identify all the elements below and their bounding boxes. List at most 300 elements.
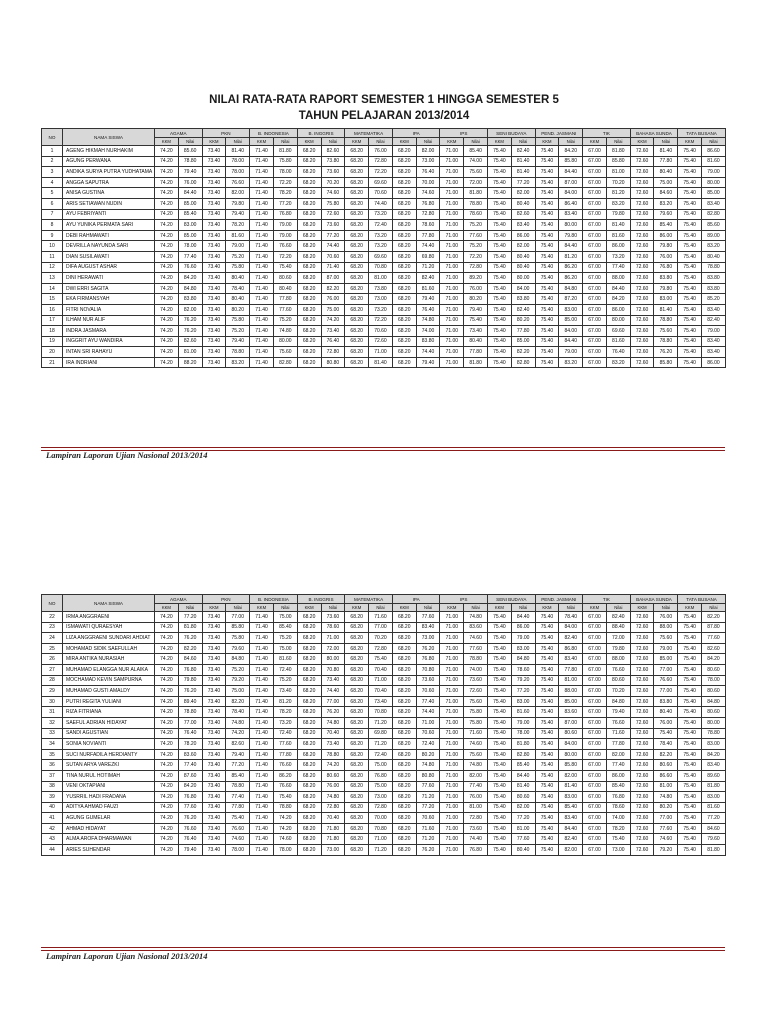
- nilai-value: 72.40: [273, 728, 297, 739]
- nilai-value: 78.00: [702, 675, 726, 686]
- kkm-value: 67.00: [583, 146, 607, 157]
- nilai-value: 73.20: [369, 209, 393, 220]
- header-subject: SENI BUDAYA: [488, 129, 536, 138]
- nilai-value: 80.00: [702, 717, 726, 728]
- nilai-value: 77.60: [416, 612, 440, 623]
- nilai-value: 72.80: [464, 262, 488, 273]
- student-name: SANDI AGUSTIAN: [63, 728, 155, 739]
- nilai-value: 72.80: [416, 209, 440, 220]
- nilai-value: 77.40: [606, 262, 630, 273]
- nilai-value: 77.20: [511, 686, 535, 697]
- kkm-value: 68.20: [345, 347, 369, 358]
- table-row: [42, 262, 726, 273]
- kkm-value: 75.40: [535, 643, 559, 654]
- kkm-value: 74.20: [155, 315, 179, 326]
- nilai-value: 73.20: [369, 230, 393, 241]
- kkm-value: 67.00: [583, 675, 607, 686]
- nilai-value: 75.80: [273, 156, 297, 167]
- kkm-value: 73.40: [202, 823, 226, 834]
- kkm-value: 68.20: [297, 813, 321, 824]
- nilai-value: 69.80: [416, 251, 440, 262]
- nilai-value: 76.80: [369, 770, 393, 781]
- nilai-value: 85.40: [464, 146, 488, 157]
- kkm-value: 72.60: [630, 707, 654, 718]
- nilai-value: 73.60: [464, 823, 488, 834]
- header-kkm: KKM: [583, 138, 607, 146]
- kkm-value: 75.40: [488, 654, 512, 665]
- kkm-value: 74.20: [155, 664, 179, 675]
- nilai-value: 70.80: [369, 823, 393, 834]
- nilai-value: 82.20: [178, 643, 202, 654]
- kkm-value: 68.20: [345, 146, 369, 157]
- nilai-value: 83.40: [511, 220, 535, 231]
- header-kkm: KKM: [488, 138, 512, 146]
- kkm-value: 72.60: [630, 251, 654, 262]
- kkm-value: 73.40: [202, 273, 226, 284]
- nilai-value: 79.00: [702, 167, 726, 178]
- kkm-value: 72.60: [630, 167, 654, 178]
- kkm-value: 68.20: [297, 622, 321, 633]
- nilai-value: 70.60: [416, 686, 440, 697]
- kkm-value: 72.60: [630, 813, 654, 824]
- nilai-value: 72.00: [321, 643, 345, 654]
- nilai-value: 73.60: [321, 612, 345, 623]
- kkm-value: 72.60: [630, 823, 654, 834]
- kkm-value: 73.40: [202, 209, 226, 220]
- kkm-value: 72.60: [630, 336, 654, 347]
- kkm-value: 68.20: [297, 654, 321, 665]
- nilai-value: 70.00: [369, 813, 393, 824]
- kkm-value: 73.40: [202, 283, 226, 294]
- kkm-value: 71.00: [440, 198, 464, 209]
- nilai-value: 82.60: [511, 209, 535, 220]
- kkm-value: 71.40: [250, 707, 274, 718]
- kkm-value: 75.40: [488, 146, 512, 157]
- header-subject: AGAMA: [155, 595, 203, 604]
- row-number: 33: [42, 728, 63, 739]
- nilai-value: 72.20: [369, 167, 393, 178]
- kkm-value: 74.20: [155, 146, 179, 157]
- kkm-value: 68.20: [297, 728, 321, 739]
- nilai-value: 77.20: [511, 813, 535, 824]
- kkm-value: 68.20: [297, 156, 321, 167]
- nilai-value: 83.20: [606, 198, 630, 209]
- nilai-value: 80.40: [702, 251, 726, 262]
- nilai-value: 70.20: [606, 177, 630, 188]
- row-number: 19: [42, 336, 63, 347]
- nilai-value: 83.40: [416, 622, 440, 633]
- row-number: 38: [42, 781, 63, 792]
- nilai-value: 77.60: [273, 304, 297, 315]
- nilai-value: 82.00: [511, 188, 535, 199]
- kkm-value: 68.20: [345, 845, 369, 856]
- nilai-value: 84.20: [702, 749, 726, 760]
- kkm-value: 75.40: [488, 188, 512, 199]
- header-nilai: Nilai: [321, 604, 345, 612]
- nilai-value: 83.40: [702, 336, 726, 347]
- nilai-value: 86.00: [511, 622, 535, 633]
- kkm-value: 73.40: [202, 728, 226, 739]
- kkm-value: 74.20: [155, 357, 179, 368]
- kkm-value: 75.40: [488, 760, 512, 771]
- kkm-value: 75.40: [678, 622, 702, 633]
- nilai-value: 83.40: [559, 813, 583, 824]
- nilai-value: 75.20: [273, 633, 297, 644]
- nilai-value: 76.40: [178, 834, 202, 845]
- nilai-value: 74.00: [464, 664, 488, 675]
- student-name: SUTAN ARYA VAREZKI: [63, 760, 155, 771]
- kkm-value: 75.40: [488, 167, 512, 178]
- nilai-value: 80.40: [226, 294, 250, 305]
- nilai-value: 75.40: [369, 654, 393, 665]
- kkm-value: 68.20: [297, 262, 321, 273]
- table-row: [42, 294, 726, 305]
- nilai-value: 85.00: [178, 198, 202, 209]
- header-nilai: Nilai: [702, 604, 726, 612]
- kkm-value: 71.00: [440, 728, 464, 739]
- nilai-value: 77.60: [273, 739, 297, 750]
- nilai-value: 79.80: [226, 198, 250, 209]
- header-kkm: KKM: [488, 604, 512, 612]
- nilai-value: 77.60: [654, 823, 678, 834]
- nilai-value: 79.00: [273, 220, 297, 231]
- nilai-value: 77.40: [464, 781, 488, 792]
- kkm-value: 75.40: [488, 315, 512, 326]
- row-number: 14: [42, 283, 63, 294]
- nilai-value: 77.40: [416, 696, 440, 707]
- nilai-value: 86.00: [654, 230, 678, 241]
- table-row: [42, 347, 726, 358]
- nilai-value: 76.00: [321, 781, 345, 792]
- kkm-value: 75.40: [535, 686, 559, 697]
- nilai-value: 69.60: [369, 177, 393, 188]
- nilai-value: 81.80: [464, 188, 488, 199]
- kkm-value: 67.00: [583, 167, 607, 178]
- nilai-value: 70.40: [321, 813, 345, 824]
- kkm-value: 75.40: [488, 304, 512, 315]
- header-nilai: Nilai: [559, 604, 583, 612]
- nilai-value: 82.20: [321, 283, 345, 294]
- header-kkm: KKM: [583, 604, 607, 612]
- row-number: 21: [42, 357, 63, 368]
- student-name: IRMA ANGGRAENI: [63, 612, 155, 623]
- nilai-value: 80.60: [702, 686, 726, 697]
- kkm-value: 75.40: [678, 304, 702, 315]
- kkm-value: 75.40: [488, 813, 512, 824]
- nilai-value: 79.40: [416, 294, 440, 305]
- nilai-value: 79.20: [654, 845, 678, 856]
- kkm-value: 73.40: [202, 177, 226, 188]
- nilai-value: 71.00: [369, 834, 393, 845]
- nilai-value: 81.80: [178, 622, 202, 633]
- nilai-value: 76.20: [178, 686, 202, 697]
- kkm-value: 72.60: [630, 728, 654, 739]
- nilai-value: 72.80: [321, 802, 345, 813]
- nilai-value: 76.80: [273, 209, 297, 220]
- nilai-value: 74.60: [464, 633, 488, 644]
- kkm-value: 67.00: [583, 347, 607, 358]
- kkm-value: 71.40: [250, 294, 274, 305]
- kkm-value: 75.40: [535, 707, 559, 718]
- nilai-value: 74.60: [416, 188, 440, 199]
- student-name: AGENG HIKMAH NURHAKIM: [63, 146, 155, 157]
- nilai-value: 85.40: [654, 220, 678, 231]
- nilai-value: 85.20: [702, 294, 726, 305]
- nilai-value: 81.80: [511, 739, 535, 750]
- nilai-value: 86.60: [702, 146, 726, 157]
- nilai-value: 77.80: [273, 749, 297, 760]
- header-nilai: Nilai: [273, 604, 297, 612]
- kkm-value: 67.00: [583, 643, 607, 654]
- nilai-value: 74.00: [464, 156, 488, 167]
- nilai-value: 72.40: [273, 664, 297, 675]
- table-row: [42, 357, 726, 368]
- kkm-value: 67.00: [583, 188, 607, 199]
- nilai-value: 70.60: [416, 813, 440, 824]
- table-row: [42, 241, 726, 252]
- nilai-value: 77.80: [226, 802, 250, 813]
- kkm-value: 74.20: [155, 707, 179, 718]
- kkm-value: 75.40: [488, 198, 512, 209]
- nilai-value: 79.40: [178, 167, 202, 178]
- nilai-value: 75.60: [464, 749, 488, 760]
- nilai-value: 83.80: [702, 273, 726, 284]
- kkm-value: 68.20: [345, 273, 369, 284]
- kkm-value: 75.40: [535, 315, 559, 326]
- table-row: [42, 167, 726, 178]
- nilai-value: 75.20: [226, 326, 250, 337]
- kkm-value: 75.40: [488, 347, 512, 358]
- nilai-value: 79.80: [606, 643, 630, 654]
- nilai-value: 85.80: [559, 156, 583, 167]
- kkm-value: 75.40: [488, 294, 512, 305]
- kkm-value: 75.40: [488, 622, 512, 633]
- nilai-value: 75.00: [369, 760, 393, 771]
- kkm-value: 72.60: [630, 770, 654, 781]
- nilai-value: 89.40: [178, 696, 202, 707]
- nilai-value: 72.20: [273, 177, 297, 188]
- nilai-value: 70.80: [369, 707, 393, 718]
- nilai-value: 80.40: [511, 251, 535, 262]
- kkm-value: 68.20: [297, 241, 321, 252]
- kkm-value: 75.40: [488, 675, 512, 686]
- header-nilai: Nilai: [606, 604, 630, 612]
- kkm-value: 68.20: [392, 802, 416, 813]
- grade-table-page-2: [41, 594, 726, 856]
- nilai-value: 78.60: [464, 209, 488, 220]
- nilai-value: 86.20: [559, 262, 583, 273]
- nilai-value: 82.40: [559, 834, 583, 845]
- nilai-value: 84.80: [606, 696, 630, 707]
- kkm-value: 67.00: [583, 834, 607, 845]
- kkm-value: 68.20: [297, 357, 321, 368]
- kkm-value: 73.40: [202, 664, 226, 675]
- kkm-value: 68.20: [345, 770, 369, 781]
- nilai-value: 74.60: [321, 188, 345, 199]
- kkm-value: 72.60: [630, 845, 654, 856]
- kkm-value: 71.00: [440, 304, 464, 315]
- header-kkm: KKM: [202, 604, 226, 612]
- kkm-value: 75.40: [535, 230, 559, 241]
- student-name: ALMA AROFA DHARMAWAN: [63, 834, 155, 845]
- kkm-value: 67.00: [583, 664, 607, 675]
- kkm-value: 68.20: [297, 251, 321, 262]
- header-kkm: KKM: [155, 138, 179, 146]
- kkm-value: 72.60: [630, 347, 654, 358]
- kkm-value: 73.40: [202, 781, 226, 792]
- nilai-value: 77.80: [464, 347, 488, 358]
- nilai-value: 75.20: [464, 241, 488, 252]
- nilai-value: 82.20: [702, 612, 726, 623]
- kkm-value: 75.40: [678, 177, 702, 188]
- header-kkm: KKM: [392, 138, 416, 146]
- nilai-value: 69.80: [369, 728, 393, 739]
- table-row: [42, 177, 726, 188]
- nilai-value: 76.20: [654, 347, 678, 358]
- header-nama-siswa: NAMA SISWA: [63, 129, 155, 146]
- table-row: [42, 622, 726, 633]
- kkm-value: 71.40: [250, 209, 274, 220]
- nilai-value: 77.40: [226, 792, 250, 803]
- kkm-value: 73.40: [202, 760, 226, 771]
- row-number: 9: [42, 230, 63, 241]
- nilai-value: 76.80: [606, 792, 630, 803]
- table-row: [42, 813, 726, 824]
- nilai-value: 80.60: [511, 792, 535, 803]
- kkm-value: 71.40: [250, 654, 274, 665]
- kkm-value: 75.40: [488, 177, 512, 188]
- nilai-value: 76.20: [178, 633, 202, 644]
- kkm-value: 73.40: [202, 654, 226, 665]
- nilai-value: 78.80: [702, 262, 726, 273]
- nilai-value: 73.60: [321, 220, 345, 231]
- kkm-value: 68.20: [392, 336, 416, 347]
- kkm-value: 73.40: [202, 686, 226, 697]
- kkm-value: 68.20: [392, 357, 416, 368]
- nilai-value: 76.80: [416, 198, 440, 209]
- nilai-value: 79.40: [226, 336, 250, 347]
- kkm-value: 71.00: [440, 209, 464, 220]
- kkm-value: 72.60: [630, 198, 654, 209]
- kkm-value: 71.40: [250, 283, 274, 294]
- kkm-value: 71.00: [440, 781, 464, 792]
- kkm-value: 68.20: [345, 209, 369, 220]
- kkm-value: 68.20: [345, 686, 369, 697]
- kkm-value: 71.00: [440, 696, 464, 707]
- nilai-value: 78.20: [178, 739, 202, 750]
- nilai-value: 74.00: [606, 813, 630, 824]
- nilai-value: 72.20: [464, 251, 488, 262]
- nilai-value: 78.40: [559, 612, 583, 623]
- nilai-value: 81.40: [559, 781, 583, 792]
- kkm-value: 68.20: [345, 315, 369, 326]
- nilai-value: 87.00: [321, 273, 345, 284]
- nilai-value: 83.20: [702, 241, 726, 252]
- kkm-value: 68.20: [392, 707, 416, 718]
- nilai-value: 78.00: [511, 728, 535, 739]
- kkm-value: 75.40: [535, 770, 559, 781]
- kkm-value: 75.40: [488, 749, 512, 760]
- kkm-value: 75.40: [488, 717, 512, 728]
- kkm-value: 75.40: [488, 326, 512, 337]
- kkm-value: 71.00: [440, 760, 464, 771]
- kkm-value: 75.40: [488, 209, 512, 220]
- kkm-value: 73.40: [202, 241, 226, 252]
- nilai-value: 73.00: [321, 845, 345, 856]
- nilai-value: 76.40: [321, 336, 345, 347]
- kkm-value: 75.40: [678, 146, 702, 157]
- kkm-value: 72.60: [630, 664, 654, 675]
- kkm-value: 72.60: [630, 304, 654, 315]
- kkm-value: 72.60: [630, 209, 654, 220]
- nilai-value: 84.40: [559, 336, 583, 347]
- kkm-value: 75.40: [678, 326, 702, 337]
- nilai-value: 83.00: [702, 792, 726, 803]
- nilai-value: 74.20: [321, 315, 345, 326]
- header-nilai: Nilai: [559, 138, 583, 146]
- kkm-value: 75.40: [678, 188, 702, 199]
- nilai-value: 77.40: [606, 760, 630, 771]
- nilai-value: 81.20: [273, 696, 297, 707]
- kkm-value: 67.00: [583, 760, 607, 771]
- page-subtitle: TAHUN PELAJARAN 2013/2014: [298, 110, 470, 122]
- header-nilai: Nilai: [178, 604, 202, 612]
- kkm-value: 67.00: [583, 251, 607, 262]
- kkm-value: 71.00: [440, 294, 464, 305]
- nilai-value: 86.00: [511, 230, 535, 241]
- row-number: 3: [42, 167, 63, 178]
- nilai-value: 74.20: [273, 813, 297, 824]
- kkm-value: 74.20: [155, 845, 179, 856]
- kkm-value: 72.60: [630, 675, 654, 686]
- kkm-value: 71.40: [250, 220, 274, 231]
- nilai-value: 78.80: [321, 749, 345, 760]
- header-kkm: KKM: [297, 604, 321, 612]
- nilai-value: 74.20: [321, 760, 345, 771]
- kkm-value: 68.20: [345, 220, 369, 231]
- header-subject: IPS: [440, 595, 488, 604]
- student-name: DWI ERRI SAGITA: [63, 283, 155, 294]
- nilai-value: 74.80: [464, 612, 488, 623]
- kkm-value: 75.40: [678, 209, 702, 220]
- kkm-value: 67.00: [583, 209, 607, 220]
- kkm-value: 71.40: [250, 781, 274, 792]
- nilai-value: 80.00: [559, 220, 583, 231]
- kkm-value: 75.40: [488, 845, 512, 856]
- student-name: LIZA ANGGRAENI SUNDARI AHDIAT: [63, 633, 155, 644]
- nilai-value: 84.80: [226, 654, 250, 665]
- nilai-value: 77.80: [273, 294, 297, 305]
- kkm-value: 75.40: [678, 220, 702, 231]
- kkm-value: 75.40: [678, 781, 702, 792]
- nilai-value: 85.00: [654, 654, 678, 665]
- kkm-value: 67.00: [583, 283, 607, 294]
- kkm-value: 68.20: [392, 823, 416, 834]
- nilai-value: 73.00: [416, 633, 440, 644]
- nilai-value: 83.80: [702, 283, 726, 294]
- header-subject: TIK: [583, 129, 631, 138]
- row-number: 4: [42, 177, 63, 188]
- nilai-value: 80.00: [606, 315, 630, 326]
- kkm-value: 71.40: [250, 696, 274, 707]
- footer-text-page-2: Lampiran Laporan Ujian Nasional 2013/2014: [46, 951, 208, 961]
- header-nilai: Nilai: [464, 604, 488, 612]
- kkm-value: 74.20: [155, 675, 179, 686]
- nilai-value: 87.60: [178, 770, 202, 781]
- table-row: [42, 336, 726, 347]
- nilai-value: 75.80: [226, 633, 250, 644]
- kkm-value: 75.40: [678, 717, 702, 728]
